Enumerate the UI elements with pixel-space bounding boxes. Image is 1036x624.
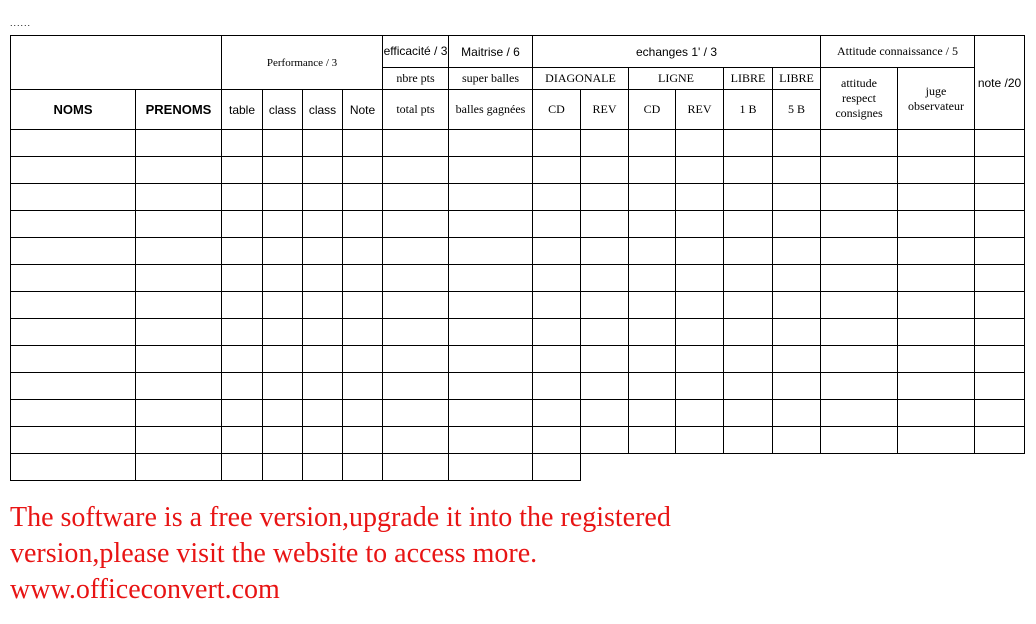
- table-row: [11, 400, 1025, 427]
- grid-cell[interactable]: [343, 427, 383, 454]
- grid-cell[interactable]: [773, 427, 821, 454]
- grid-cell[interactable]: [773, 265, 821, 292]
- grid-cell[interactable]: [581, 292, 629, 319]
- grid-cell[interactable]: [533, 292, 581, 319]
- table-row: [11, 238, 1025, 265]
- grid-cell[interactable]: [303, 265, 343, 292]
- col-class-2: class: [303, 90, 343, 130]
- grid-cell[interactable]: [975, 157, 1025, 184]
- table-row: [11, 454, 1025, 481]
- grid-cell[interactable]: [581, 319, 629, 346]
- grid-cell[interactable]: [821, 238, 898, 265]
- grid-cell[interactable]: [975, 346, 1025, 373]
- grid-cell[interactable]: [975, 184, 1025, 211]
- grid-cell[interactable]: [533, 427, 581, 454]
- grid-cell[interactable]: [629, 427, 676, 454]
- grid-cell[interactable]: [11, 319, 136, 346]
- grid-cell[interactable]: [136, 292, 222, 319]
- grid-cell[interactable]: [975, 265, 1025, 292]
- grid-cell[interactable]: [343, 211, 383, 238]
- grid-cell[interactable]: [898, 292, 975, 319]
- table-row: [11, 130, 1025, 157]
- grid-cell[interactable]: [724, 319, 773, 346]
- grid-cell[interactable]: [222, 373, 263, 400]
- grid-cell[interactable]: [303, 373, 343, 400]
- grid-cell[interactable]: [773, 319, 821, 346]
- grid-cell[interactable]: [263, 211, 303, 238]
- table-row: [11, 319, 1025, 346]
- grid-cell[interactable]: [533, 238, 581, 265]
- grid-cell[interactable]: [821, 346, 898, 373]
- grid-cell[interactable]: [676, 211, 724, 238]
- grid-cell[interactable]: [724, 427, 773, 454]
- grid-cell[interactable]: [136, 427, 222, 454]
- grid-cell[interactable]: [629, 130, 676, 157]
- grid-cell[interactable]: [449, 238, 533, 265]
- col-class-1: class: [263, 90, 303, 130]
- grid-cell[interactable]: [724, 238, 773, 265]
- grid-cell[interactable]: [343, 292, 383, 319]
- grid-cell[interactable]: [581, 130, 629, 157]
- watermark-notice: [10, 500, 671, 608]
- grid-cell[interactable]: [263, 238, 303, 265]
- grid-cell[interactable]: [581, 238, 629, 265]
- grid-cell[interactable]: [222, 238, 263, 265]
- empty-space: [773, 454, 821, 481]
- grid-cell[interactable]: [343, 130, 383, 157]
- sub-libre-1: LIBRE: [724, 68, 773, 90]
- group-efficacite: efficacité / 3: [383, 36, 449, 68]
- sub-juge-observateur: juge observateur: [898, 68, 975, 130]
- grid-cell[interactable]: [724, 184, 773, 211]
- grid-cell[interactable]: [343, 319, 383, 346]
- empty-space: [975, 454, 1025, 481]
- grid-cell[interactable]: [975, 319, 1025, 346]
- group-attitude: Attitude connaissance / 5: [821, 36, 975, 68]
- grid-cell[interactable]: [449, 373, 533, 400]
- sub-ligne: LIGNE: [629, 68, 724, 90]
- grid-cell[interactable]: [629, 238, 676, 265]
- grid-cell[interactable]: [136, 346, 222, 373]
- grid-cell[interactable]: [343, 265, 383, 292]
- grid-cell[interactable]: [263, 319, 303, 346]
- grid-cell[interactable]: [449, 454, 533, 481]
- grid-cell[interactable]: [11, 454, 136, 481]
- grid-cell[interactable]: [383, 211, 449, 238]
- grid-cell[interactable]: [773, 238, 821, 265]
- grid-cell[interactable]: [898, 373, 975, 400]
- grid-cell[interactable]: [581, 265, 629, 292]
- header-dots: ......: [10, 18, 32, 28]
- col-libre-5b: 5 B: [773, 90, 821, 130]
- grid-cell[interactable]: [581, 427, 629, 454]
- grid-cell[interactable]: [533, 373, 581, 400]
- grid-cell[interactable]: [821, 157, 898, 184]
- grid-cell[interactable]: [303, 130, 343, 157]
- grid-cell[interactable]: [222, 346, 263, 373]
- grid-cell[interactable]: [136, 400, 222, 427]
- grid-cell[interactable]: [821, 265, 898, 292]
- grid-cell[interactable]: [449, 427, 533, 454]
- grid-cell[interactable]: [343, 184, 383, 211]
- grid-cell[interactable]: [724, 346, 773, 373]
- grid-cell[interactable]: [533, 265, 581, 292]
- grid-cell[interactable]: [383, 292, 449, 319]
- group-maitrise: Maitrise / 6: [449, 36, 533, 68]
- grid-cell[interactable]: [773, 211, 821, 238]
- grid-cell[interactable]: [629, 157, 676, 184]
- grid-cell[interactable]: [676, 346, 724, 373]
- grid-cell[interactable]: [676, 373, 724, 400]
- grid-cell[interactable]: [343, 454, 383, 481]
- grid-cell[interactable]: [821, 319, 898, 346]
- grid-cell[interactable]: [343, 400, 383, 427]
- grid-cell[interactable]: [11, 157, 136, 184]
- col-noms: NOMS: [11, 90, 136, 130]
- watermark-line-3: www.officeconvert.com: [10, 574, 280, 605]
- grid-cell[interactable]: [724, 265, 773, 292]
- grid-cell[interactable]: [629, 265, 676, 292]
- grid-cell[interactable]: [383, 454, 449, 481]
- grid-cell[interactable]: [136, 157, 222, 184]
- grid-cell[interactable]: [898, 211, 975, 238]
- col-prenoms: PRENOMS: [136, 90, 222, 130]
- grid-cell[interactable]: [303, 211, 343, 238]
- col-total-pts: total pts: [383, 90, 449, 130]
- empty-space: [581, 454, 629, 481]
- grid-cell[interactable]: [581, 373, 629, 400]
- grid-cell[interactable]: [136, 319, 222, 346]
- grid-cell[interactable]: [449, 265, 533, 292]
- grid-cell[interactable]: [263, 157, 303, 184]
- grid-cell[interactable]: [383, 319, 449, 346]
- grid-cell[interactable]: [449, 130, 533, 157]
- grid-cell[interactable]: [222, 400, 263, 427]
- grid-cell[interactable]: [263, 454, 303, 481]
- grid-cell[interactable]: [449, 400, 533, 427]
- grid-cell[interactable]: [303, 427, 343, 454]
- grid-cell[interactable]: [581, 400, 629, 427]
- grid-cell[interactable]: [449, 319, 533, 346]
- grid-cell[interactable]: [449, 346, 533, 373]
- grid-cell[interactable]: [629, 211, 676, 238]
- grid-cell[interactable]: [629, 373, 676, 400]
- grid-cell[interactable]: [533, 130, 581, 157]
- grid-cell[interactable]: [676, 427, 724, 454]
- grid-cell[interactable]: [383, 400, 449, 427]
- grid-cell[interactable]: [676, 157, 724, 184]
- table-row: [11, 373, 1025, 400]
- grid-cell[interactable]: [222, 184, 263, 211]
- grid-cell[interactable]: [383, 238, 449, 265]
- grid-cell[interactable]: [676, 265, 724, 292]
- grid-cell[interactable]: [136, 373, 222, 400]
- grid-cell[interactable]: [773, 184, 821, 211]
- grid-cell[interactable]: [898, 238, 975, 265]
- grid-cell[interactable]: [724, 157, 773, 184]
- grid-cell[interactable]: [821, 184, 898, 211]
- grid-cell[interactable]: [581, 184, 629, 211]
- col-libre-1b: 1 B: [724, 90, 773, 130]
- grid-cell[interactable]: [303, 346, 343, 373]
- grid-cell[interactable]: [263, 373, 303, 400]
- grid-cell[interactable]: [676, 238, 724, 265]
- col-diag-rev: REV: [581, 90, 629, 130]
- grid-cell[interactable]: [724, 211, 773, 238]
- grid-cell[interactable]: [975, 130, 1025, 157]
- grid-cell[interactable]: [676, 130, 724, 157]
- grid-cell[interactable]: [975, 427, 1025, 454]
- empty-space: [821, 454, 898, 481]
- grid-cell[interactable]: [303, 292, 343, 319]
- grid-cell[interactable]: [222, 427, 263, 454]
- grid-cell[interactable]: [263, 184, 303, 211]
- grid-cell[interactable]: [222, 130, 263, 157]
- table-row: [11, 427, 1025, 454]
- grid-cell[interactable]: [11, 427, 136, 454]
- grid-cell[interactable]: [533, 211, 581, 238]
- grid-cell[interactable]: [773, 400, 821, 427]
- grid-cell[interactable]: [533, 400, 581, 427]
- grid-cell[interactable]: [676, 292, 724, 319]
- group-echanges: echanges 1' / 3: [533, 36, 821, 68]
- table-row: [11, 157, 1025, 184]
- grid-cell[interactable]: [11, 130, 136, 157]
- grid-cell[interactable]: [898, 319, 975, 346]
- grid-cell[interactable]: [136, 265, 222, 292]
- col-ligne-cd: CD: [629, 90, 676, 130]
- grid-cell[interactable]: [629, 292, 676, 319]
- grid-cell[interactable]: [136, 184, 222, 211]
- grid-cell[interactable]: [383, 427, 449, 454]
- grid-cell[interactable]: [11, 400, 136, 427]
- grid-cell[interactable]: [222, 211, 263, 238]
- empty-space: [724, 454, 773, 481]
- grid-cell[interactable]: [263, 346, 303, 373]
- grid-cell[interactable]: [533, 157, 581, 184]
- grid-cell[interactable]: [263, 427, 303, 454]
- grid-cell[interactable]: [383, 346, 449, 373]
- grid-cell[interactable]: [343, 373, 383, 400]
- grid-cell[interactable]: [136, 454, 222, 481]
- grid-cell[interactable]: [724, 373, 773, 400]
- grid-cell[interactable]: [449, 184, 533, 211]
- grid-cell[interactable]: [898, 400, 975, 427]
- grid-cell[interactable]: [11, 238, 136, 265]
- table-row: [11, 184, 1025, 211]
- grid-cell[interactable]: [263, 400, 303, 427]
- table-row: [11, 211, 1025, 238]
- grid-cell[interactable]: [773, 373, 821, 400]
- col-ligne-rev: REV: [676, 90, 724, 130]
- table-row: [11, 346, 1025, 373]
- grid-cell[interactable]: [581, 346, 629, 373]
- grid-cell[interactable]: [629, 346, 676, 373]
- sub-super-balles: super balles: [449, 68, 533, 90]
- grid-cell[interactable]: [773, 346, 821, 373]
- grid-cell[interactable]: [629, 319, 676, 346]
- grid-cell[interactable]: [975, 211, 1025, 238]
- table-row: [11, 292, 1025, 319]
- grid-cell[interactable]: [533, 319, 581, 346]
- grid-cell[interactable]: [821, 373, 898, 400]
- grid-cell[interactable]: [533, 454, 581, 481]
- table-row: [11, 265, 1025, 292]
- grid-cell[interactable]: [676, 319, 724, 346]
- watermark-line-1: The software is a free version,upgrade it into the registered: [10, 502, 671, 533]
- grid-cell[interactable]: [898, 130, 975, 157]
- grid-cell[interactable]: [383, 265, 449, 292]
- grid-cell[interactable]: [975, 238, 1025, 265]
- grid-cell[interactable]: [222, 265, 263, 292]
- grid-cell[interactable]: [303, 454, 343, 481]
- col-diag-cd: CD: [533, 90, 581, 130]
- grid-cell[interactable]: [136, 238, 222, 265]
- grid-cell[interactable]: [898, 157, 975, 184]
- grid-cell[interactable]: [676, 184, 724, 211]
- grid-cell[interactable]: [629, 400, 676, 427]
- grid-cell[interactable]: [773, 130, 821, 157]
- grid-cell[interactable]: [303, 157, 343, 184]
- grid-cell[interactable]: [303, 319, 343, 346]
- grid-cell[interactable]: [975, 373, 1025, 400]
- col-note: Note: [343, 90, 383, 130]
- sub-diagonale: DIAGONALE: [533, 68, 629, 90]
- grid-cell[interactable]: [263, 130, 303, 157]
- watermark-line-2: version,please visit the website to access more.: [10, 538, 538, 569]
- grid-cell[interactable]: [11, 346, 136, 373]
- grid-cell[interactable]: [773, 157, 821, 184]
- grid-cell[interactable]: [222, 292, 263, 319]
- grid-cell[interactable]: [383, 130, 449, 157]
- grid-cell[interactable]: [821, 427, 898, 454]
- empty-corner-cell: [11, 36, 222, 90]
- grid-cell[interactable]: [975, 400, 1025, 427]
- grid-cell[interactable]: [343, 238, 383, 265]
- group-note-20: note /20: [975, 36, 1025, 130]
- sub-nbre-pts: nbre pts: [383, 68, 449, 90]
- grid-cell[interactable]: [383, 157, 449, 184]
- grid-cell[interactable]: [581, 211, 629, 238]
- grid-cell[interactable]: [263, 265, 303, 292]
- grid-cell[interactable]: [343, 346, 383, 373]
- empty-space: [629, 454, 676, 481]
- grid-cell[interactable]: [821, 400, 898, 427]
- sub-libre-2: LIBRE: [773, 68, 821, 90]
- grid-cell[interactable]: [629, 184, 676, 211]
- grid-cell[interactable]: [343, 157, 383, 184]
- grid-cell[interactable]: [898, 427, 975, 454]
- grid-cell[interactable]: [821, 130, 898, 157]
- evaluation-grid: [10, 35, 1025, 481]
- grid-cell[interactable]: [11, 184, 136, 211]
- grid-cell[interactable]: [303, 184, 343, 211]
- grid-cell[interactable]: [263, 292, 303, 319]
- grid-cell[interactable]: [898, 265, 975, 292]
- grid-cell[interactable]: [821, 292, 898, 319]
- grid-cell[interactable]: [533, 346, 581, 373]
- empty-space: [676, 454, 724, 481]
- grid-cell[interactable]: [724, 130, 773, 157]
- grid-cell[interactable]: [724, 400, 773, 427]
- grid-cell[interactable]: [11, 265, 136, 292]
- grid-cell[interactable]: [676, 400, 724, 427]
- grid-cell[interactable]: [11, 211, 136, 238]
- grid-cell[interactable]: [136, 130, 222, 157]
- grid-cell[interactable]: [773, 292, 821, 319]
- grid-cell[interactable]: [898, 184, 975, 211]
- grid-cell[interactable]: [136, 211, 222, 238]
- col-balles-gagnees: balles gagnées: [449, 90, 533, 130]
- grid-cell[interactable]: [449, 157, 533, 184]
- grid-cell[interactable]: [222, 454, 263, 481]
- grid-cell[interactable]: [222, 319, 263, 346]
- grid-cell[interactable]: [581, 157, 629, 184]
- sub-attitude-respect-consignes: attitude respect consignes: [821, 68, 898, 130]
- grid-cell[interactable]: [975, 292, 1025, 319]
- col-table: table: [222, 90, 263, 130]
- grid-cell[interactable]: [724, 292, 773, 319]
- grid-cell[interactable]: [898, 346, 975, 373]
- grid-cell[interactable]: [449, 292, 533, 319]
- grid-cell[interactable]: [533, 184, 581, 211]
- group-performance: Performance / 3: [222, 36, 383, 90]
- grid-cell[interactable]: [222, 157, 263, 184]
- grid-cell[interactable]: [303, 400, 343, 427]
- grid-cell[interactable]: [303, 238, 343, 265]
- empty-space: [898, 454, 975, 481]
- grid-cell[interactable]: [383, 373, 449, 400]
- grid-cell[interactable]: [383, 184, 449, 211]
- grid-cell[interactable]: [821, 211, 898, 238]
- grid-cell[interactable]: [449, 211, 533, 238]
- grid-cell[interactable]: [11, 292, 136, 319]
- grid-cell[interactable]: [11, 373, 136, 400]
